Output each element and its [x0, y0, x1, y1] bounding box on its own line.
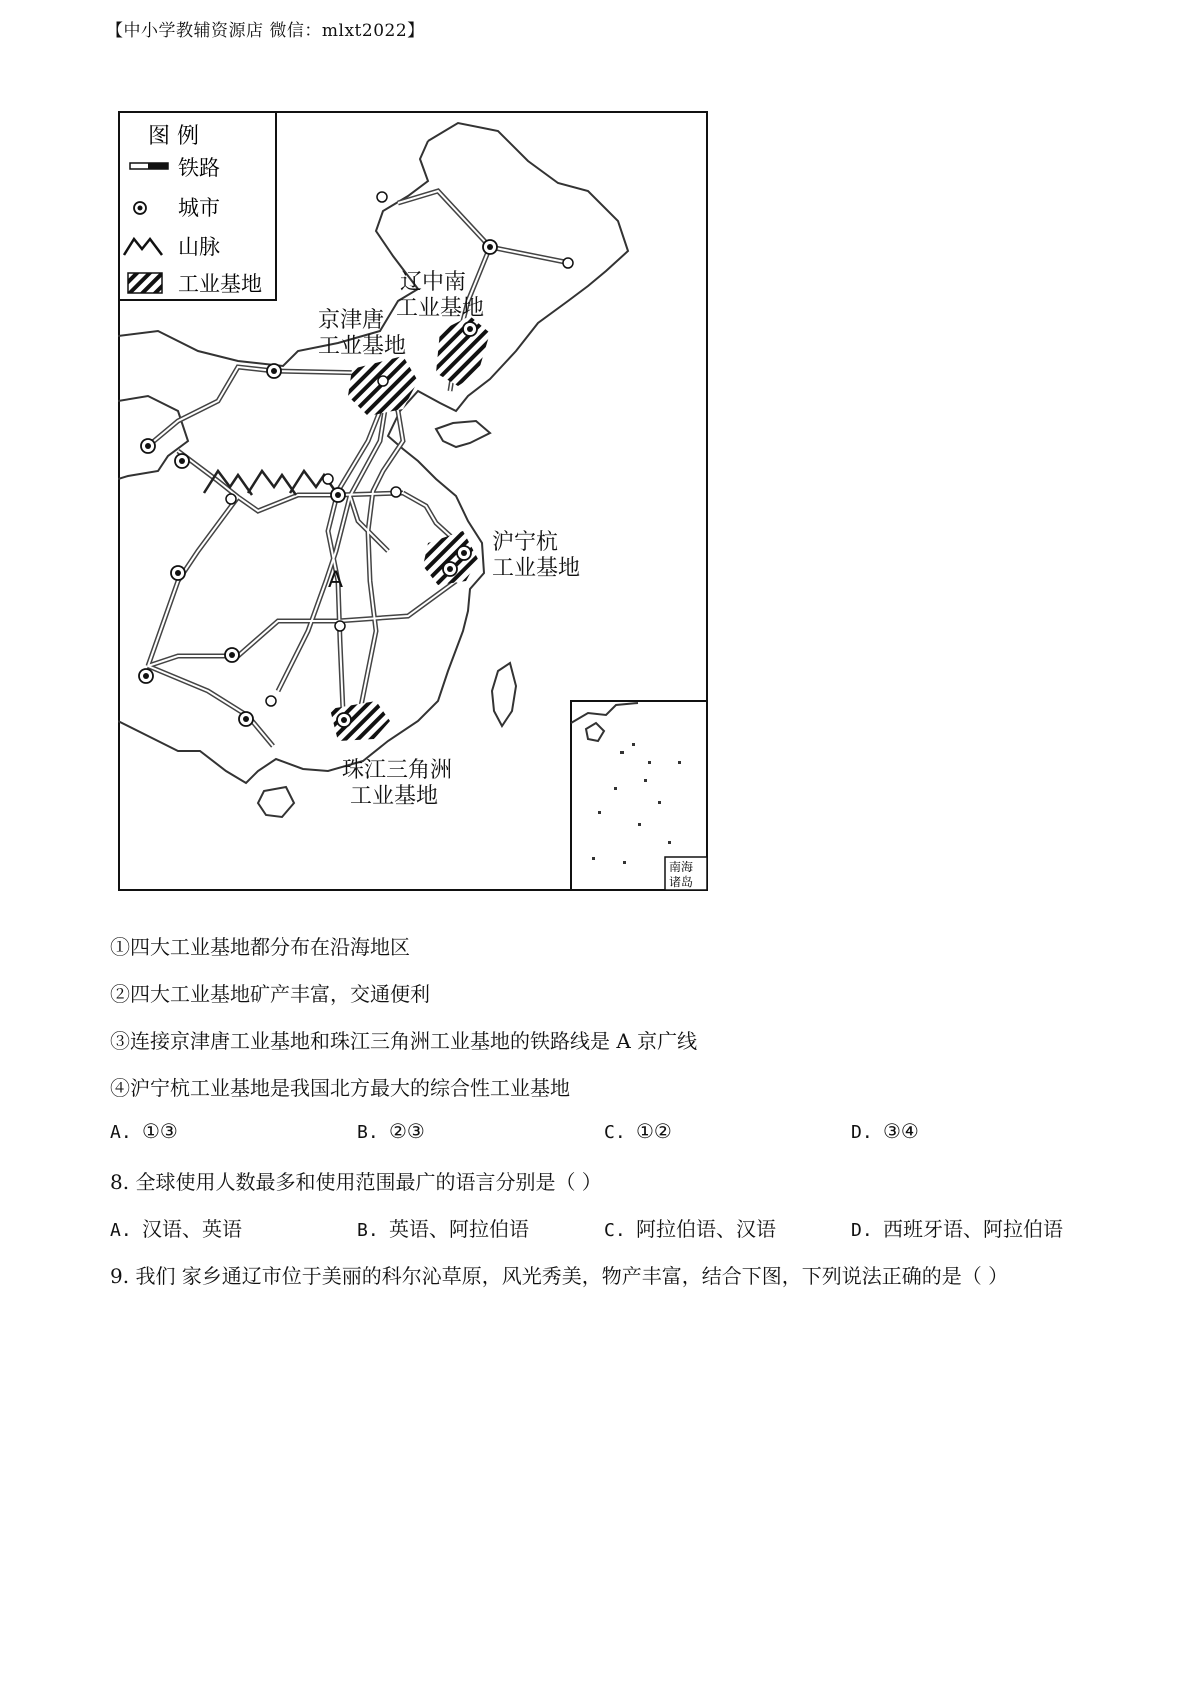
option-text: ①②	[636, 1119, 672, 1143]
option-text: 阿拉伯语、汉语	[636, 1217, 776, 1241]
label-huninghang-2: 工业基地	[492, 556, 581, 581]
statement-3: ③连接京津唐工业基地和珠江三角洲工业基地的铁路线是 A 京广线	[110, 1029, 698, 1053]
statement-1: ①四大工业基地都分布在沿海地区	[110, 935, 410, 959]
map-legend	[119, 112, 276, 300]
label-zhujiang-2: 工业基地	[350, 784, 439, 809]
label-a-line: A	[328, 568, 344, 593]
legend-mountain: 山脉	[178, 235, 220, 259]
statement-2: ②四大工业基地矿产丰富，交通便利	[110, 982, 430, 1006]
china-industrial-base-map	[118, 111, 708, 891]
q7-option-c[interactable]	[604, 1119, 672, 1143]
south-sea-inset	[571, 701, 707, 890]
q8-option-d[interactable]	[851, 1213, 1063, 1242]
option-text: 西班牙语、阿拉伯语	[883, 1217, 1063, 1241]
q7-option-d[interactable]	[851, 1119, 919, 1143]
industrial-legend-icon	[128, 273, 162, 293]
option-letter: C.	[604, 1220, 626, 1241]
label-liaozhongnan-2: 工业基地	[396, 296, 485, 321]
legend-railway: 铁路	[178, 156, 220, 180]
inset-label-2: 诸岛	[669, 875, 694, 889]
q9-stem: 9. 我们 家乡通辽市位于美丽的科尔沁草原，风光秀美，物产丰富，结合下图，下列说法正确的是（ ）	[110, 1264, 1009, 1288]
q8-option-a[interactable]	[110, 1213, 242, 1242]
option-letter: A.	[110, 1122, 132, 1143]
option-text: 英语、阿拉伯语	[389, 1217, 529, 1241]
inset-label-1: 南海	[669, 860, 694, 874]
q8-option-c[interactable]	[604, 1213, 776, 1242]
q7-option-b[interactable]	[357, 1119, 425, 1143]
q8-stem: 8. 全球使用人数最多和使用范围最广的语言分别是（ ）	[110, 1170, 602, 1194]
label-jingjintang-1: 京津唐	[318, 308, 385, 333]
option-letter: C.	[604, 1122, 626, 1143]
label-huninghang-1: 沪宁杭	[492, 530, 559, 555]
q7-options	[110, 1119, 1100, 1147]
option-text: ③④	[883, 1119, 919, 1143]
label-zhujiang-1: 珠江三角洲	[342, 758, 453, 783]
option-letter: D.	[851, 1220, 873, 1241]
legend-city: 城市	[178, 196, 220, 220]
option-letter: A.	[110, 1220, 132, 1241]
q7-option-a[interactable]	[110, 1119, 178, 1143]
label-liaozhongnan-1: 辽中南	[400, 270, 467, 295]
q8-options	[110, 1213, 1100, 1241]
label-jingjintang-2: 工业基地	[318, 334, 407, 359]
option-text: ②③	[389, 1119, 425, 1143]
option-text: ①③	[142, 1119, 178, 1143]
legend-industrial-base: 工业基地	[178, 272, 262, 296]
option-text: 汉语、英语	[142, 1217, 242, 1241]
option-letter: D.	[851, 1122, 873, 1143]
statement-4: ④沪宁杭工业基地是我国北方最大的综合性工业基地	[110, 1076, 570, 1100]
source-header: 【中小学教辅资源店 微信：mlxt2022】	[106, 21, 425, 41]
option-letter: B.	[357, 1122, 379, 1143]
legend-title: 图 例	[148, 124, 199, 149]
q8-option-b[interactable]	[357, 1213, 529, 1242]
option-letter: B.	[357, 1220, 379, 1241]
